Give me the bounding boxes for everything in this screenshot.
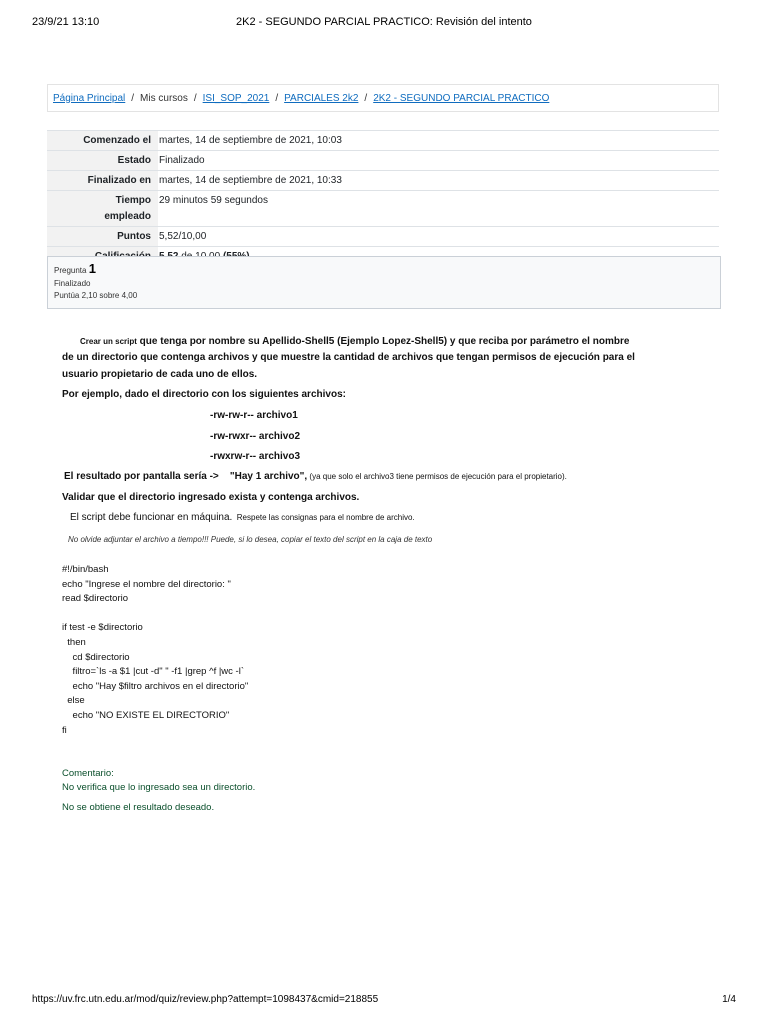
summary-value: 5,52/10,00: [158, 227, 719, 247]
question-label: Pregunta: [54, 266, 87, 275]
question-info-box: [47, 256, 721, 309]
answer-script: [62, 563, 248, 738]
summary-label: Estado: [47, 151, 158, 171]
submission-reminder: No olvide adjuntar el archivo a tiempo!!! Puede, si lo desea, copiar el texto del script en la caja de texto: [68, 535, 433, 544]
code-line: fi: [62, 724, 67, 736]
breadcrumb-separator: /: [131, 92, 135, 104]
question-line-3: usuario propietario de cada uno de ellos.: [62, 369, 258, 380]
breadcrumb-separator: /: [275, 92, 279, 104]
machine-requirement: El script debe funcionar en máquina. Respete las consignas para el nombre de archivo.: [70, 512, 415, 523]
example-intro: Por ejemplo, dado el directorio con los siguientes archivos:: [62, 389, 346, 400]
summary-label: Finalizado en: [47, 171, 158, 191]
code-line: read $directorio: [62, 593, 129, 605]
summary-label: Tiempo: [47, 191, 158, 211]
breadcrumb-course-link[interactable]: ISI_SOP_2021: [202, 92, 270, 104]
code-line: filtro=`ls -a $1 |cut -d" " -f1 |grep ^f |wc -l`: [62, 666, 244, 678]
question-state: Finalizado: [54, 279, 91, 288]
attempt-summary-table: [47, 130, 719, 266]
code-line: if test -e $directorio: [62, 622, 143, 634]
print-url: https://uv.frc.utn.edu.ar/mod/quiz/review.php?attempt=1098437&cmid=218855: [32, 994, 379, 1005]
breadcrumb-home-link[interactable]: Página Principal: [53, 92, 126, 104]
summary-row-points: [47, 227, 719, 247]
question-number: 1: [88, 261, 96, 276]
validation-requirement: Validar que el directorio ingresado exista y contenga archivos.: [62, 492, 360, 503]
summary-label: Comenzado el: [47, 131, 158, 151]
breadcrumb-quiz-link[interactable]: 2K2 - SEGUNDO PARCIAL PRACTICO: [373, 92, 550, 104]
summary-value: 29 minutos 59 segundos: [158, 191, 719, 211]
question-line-2: de un directorio que contenga archivos y que muestre la cantidad de archivos que tengan permisos de ejecución para el: [62, 352, 635, 363]
comment-line: No verifica que lo ingresado sea un directorio.: [62, 782, 256, 793]
breadcrumb: [47, 84, 719, 112]
expected-result: El resultado por pantalla sería -> "Hay 1 archivo", (ya que solo el archivo3 tiene permisos de ejecución para el propietario).: [64, 471, 567, 482]
example-file: -rwxrw-r-- archivo3: [210, 451, 301, 462]
code-line: then: [62, 636, 86, 648]
breadcrumb-separator: /: [364, 92, 368, 104]
summary-value: martes, 14 de septiembre de 2021, 10:03: [158, 131, 719, 151]
question-line-1: Crear un script que tenga por nombre su Apellido-Shell5 (Ejemplo Lopez-Shell5) y que reciba por parámetro el nombre: [80, 336, 630, 347]
comment-label: Comentario:: [62, 768, 114, 779]
summary-row-started: [47, 131, 719, 151]
example-file: -rw-rwxr-- archivo2: [210, 431, 301, 442]
summary-row-state: [47, 151, 719, 171]
summary-row-finished: [47, 171, 719, 191]
code-line: echo "Ingrese el nombre del directorio: ": [62, 578, 231, 590]
breadcrumb-separator: /: [193, 92, 197, 104]
print-date: 23/9/21 13:10: [32, 16, 100, 28]
summary-value: martes, 14 de septiembre de 2021, 10:33: [158, 171, 719, 191]
code-line: echo "NO EXISTE EL DIRECTORIO": [62, 709, 230, 721]
code-line: else: [62, 695, 85, 707]
code-line: cd $directorio: [62, 651, 130, 663]
comment-line: No se obtiene el resultado deseado.: [62, 802, 215, 813]
example-file: -rw-rw-r-- archivo1: [210, 410, 298, 421]
summary-value: Finalizado: [158, 151, 719, 171]
question-score: Puntúa 2,10 sobre 4,00: [54, 291, 138, 300]
code-line: #!/bin/bash: [62, 564, 109, 575]
breadcrumb-section-link[interactable]: PARCIALES 2k2: [284, 92, 359, 104]
page-number: 1/4: [722, 994, 736, 1005]
summary-row-time-taken-cont: [47, 210, 719, 227]
breadcrumb-my-courses: Mis cursos: [140, 92, 188, 104]
print-title: 2K2 - SEGUNDO PARCIAL PRACTICO: Revisión del intento: [236, 16, 532, 28]
code-line: [62, 607, 248, 622]
summary-row-time-taken: [47, 191, 719, 211]
summary-label: Puntos: [47, 227, 158, 247]
code-line: echo "Hay $filtro archivos en el directorio": [62, 680, 249, 692]
summary-label-continued: empleado: [47, 210, 158, 227]
